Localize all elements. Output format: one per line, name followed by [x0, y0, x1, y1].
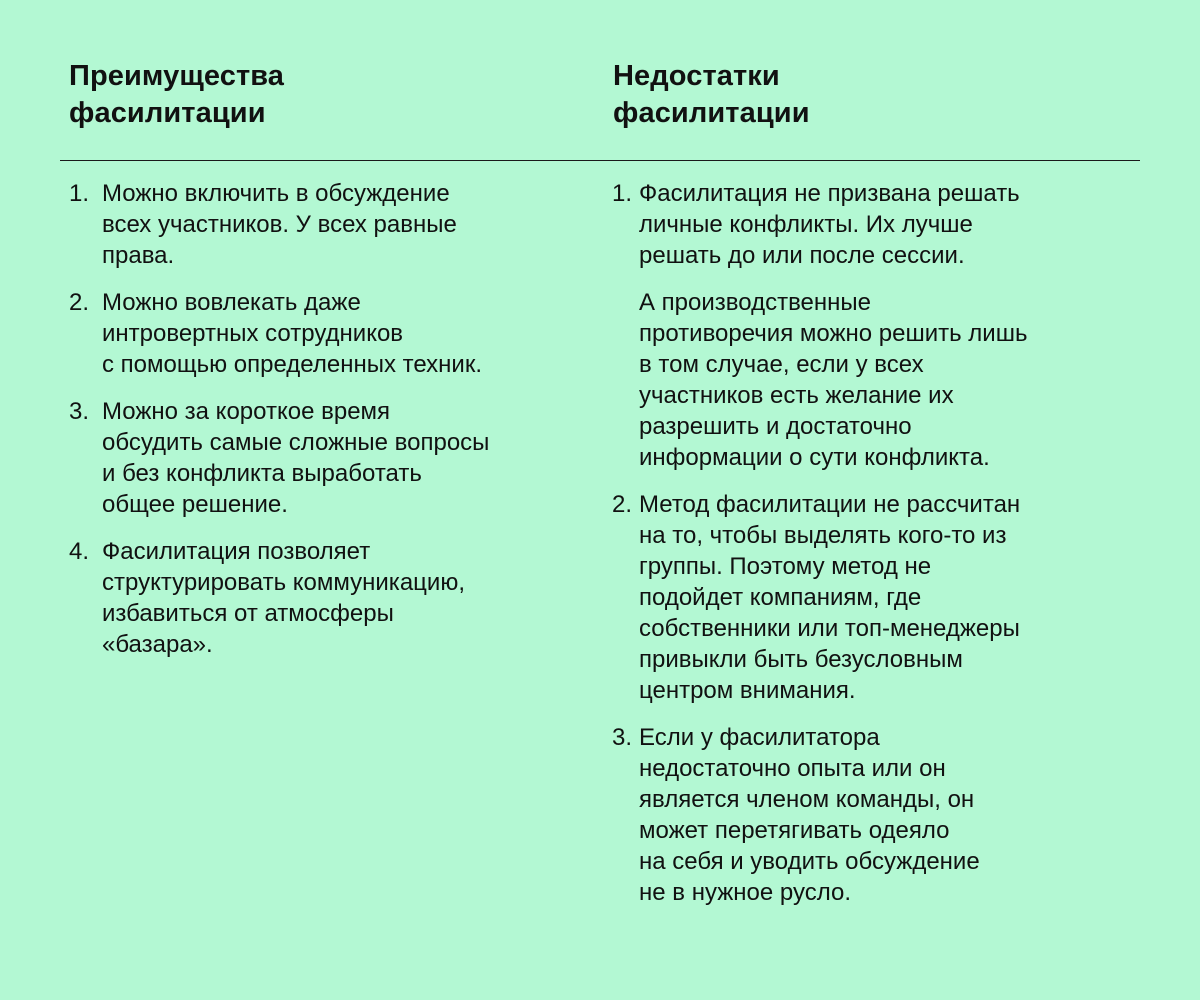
item-number: 2. — [612, 491, 633, 518]
item-text: Если у фасилитатора недостаточно опыта или он является членом команды, он может перетягивать одеяло на себя и уводить обсуждение не в нужное русло. — [639, 724, 980, 906]
disadvantages-item — [612, 489, 1112, 706]
header-divider — [60, 160, 1140, 161]
item-text: Можно включить в обсуждение всех участников. У всех равные права. — [102, 180, 457, 269]
disadvantages-title: Недостатки фасилитации — [613, 60, 810, 129]
advantages-item — [69, 396, 549, 520]
item-number: 4. — [69, 538, 90, 565]
item-number: 2. — [69, 289, 90, 316]
advantages-item — [69, 287, 549, 380]
item-extra-paragraph: А производственные противоречия можно решить лишь в том случае, если у всех участников есть желание их разрешить и достаточно информации о сути конфликта. — [639, 289, 1028, 471]
disadvantages-item — [612, 722, 1112, 908]
advantages-item — [69, 178, 549, 271]
advantages-item — [69, 536, 549, 660]
disadvantages-item — [612, 178, 1112, 473]
disadvantages-list — [612, 178, 1112, 924]
item-number: 1. — [69, 180, 90, 207]
advantages-list — [69, 178, 549, 676]
item-text: Метод фасилитации не рассчитан на то, чтобы выделять кого-то из группы. Поэтому метод не подойдет компаниям, где собственники или топ-менеджеры привыкли быть безусловным центром внимания. — [639, 491, 1021, 704]
item-text: Фасилитация не призвана решать личные конфликты. Их лучше решать до или после сессии. — [639, 180, 1020, 269]
advantages-title: Преимущества фасилитации — [69, 60, 285, 129]
item-number: 3. — [612, 724, 633, 751]
item-number: 3. — [69, 398, 90, 425]
item-text: Фасилитация позволяет структурировать коммуникацию, избавиться от атмосферы «базара». — [102, 538, 465, 658]
item-number: 1. — [612, 180, 633, 207]
item-text: Можно вовлекать даже интровертных сотрудников с помощью определенных техник. — [102, 289, 482, 378]
item-text: Можно за короткое время обсудить самые сложные вопросы и без конфликта выработать общее решение. — [102, 398, 490, 518]
